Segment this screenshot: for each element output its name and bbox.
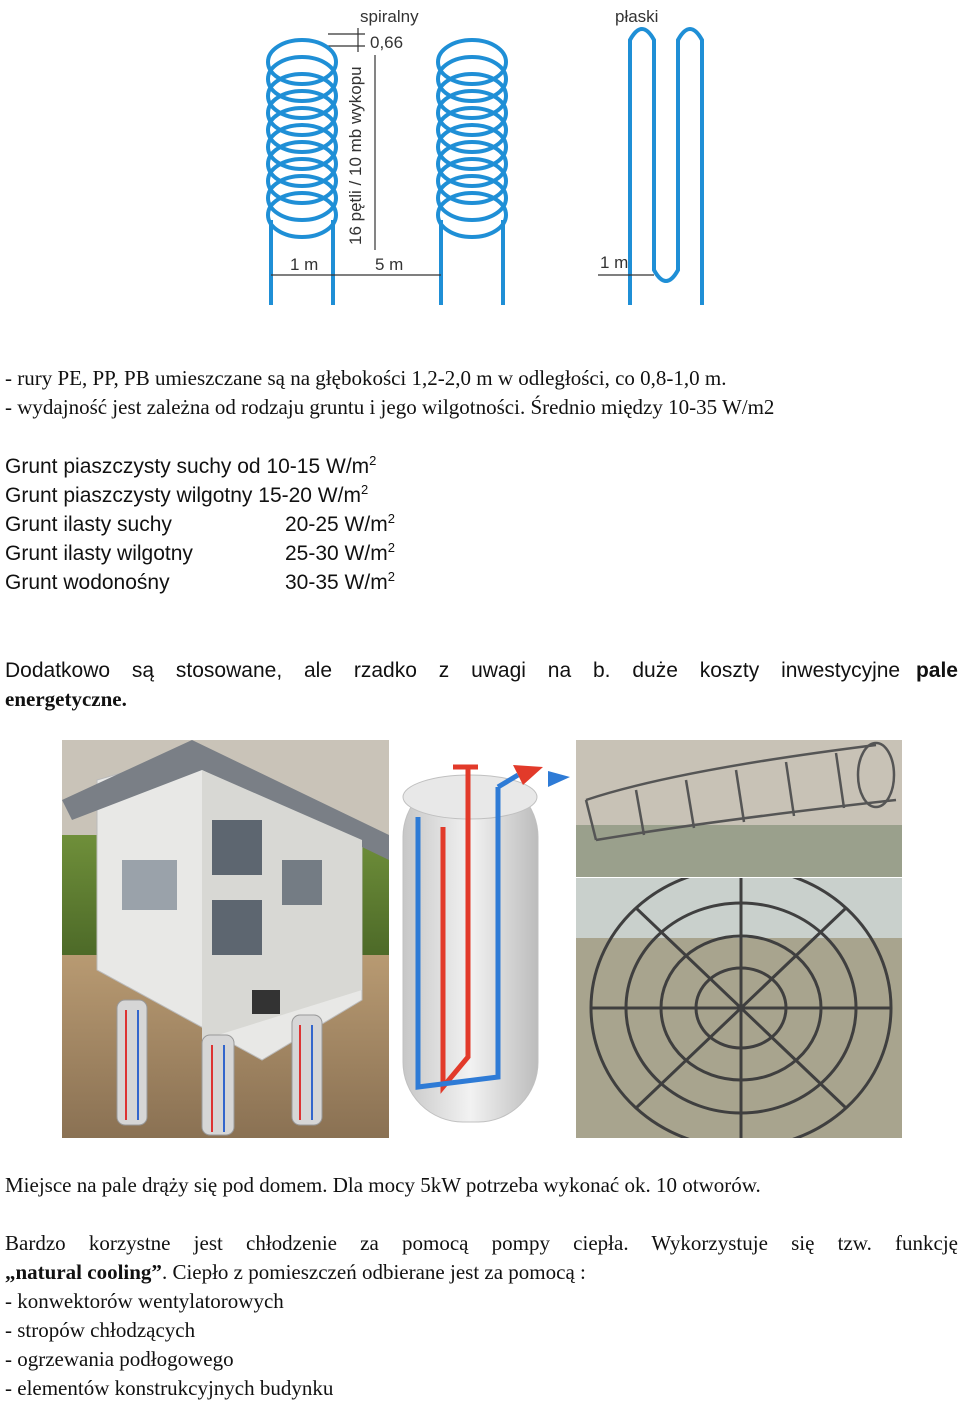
soil-label: Grunt piaszczysty suchy od xyxy=(5,455,261,478)
soil-row-1 xyxy=(5,452,376,481)
soil-label: Grunt piaszczysty wilgotny xyxy=(5,484,253,507)
width-middle-label: 5 m xyxy=(375,255,404,274)
cooling-item-3: - ogrzewania podłogowego xyxy=(5,1347,234,1371)
loop-count-label: 16 pętli / 10 mb wykopu xyxy=(346,66,365,245)
soil-row-5 xyxy=(5,568,395,597)
cooling-line-2: „natural cooling”. Ciepło z pomieszczeń odbierane jest za pomocą : xyxy=(5,1260,586,1284)
cooling-line-1: Bardzo korzystne jest chłodzenie za pomocą pompy ciepła. Wykorzystuje się tzw. funkcję xyxy=(5,1231,958,1255)
energy-pile-photo xyxy=(398,757,573,1140)
house-piles-photo xyxy=(62,740,389,1138)
cooling-item-2: - stropów chłodzących xyxy=(5,1318,196,1342)
rebar-cage-bottom-photo xyxy=(576,878,902,1138)
soil-row-4 xyxy=(5,539,395,568)
cooling-item-1: - konwektorów wentylatorowych xyxy=(5,1289,284,1313)
soil-label: Grunt ilasty wilgotny xyxy=(5,542,193,565)
flat-label: płaski xyxy=(615,7,659,26)
piles-line-1: Dodatkowo są stosowane, ale rzadko z uwagi na b. duże koszty inwestycyjne pale xyxy=(5,659,958,682)
spiral-coil-right xyxy=(438,40,506,305)
intro-line-2: - wydajność jest zależna od rodzaju gruntu i jego wilgotności. Średnio między 10-35 W/m2 xyxy=(5,395,775,419)
piles-line-2: energetyczne. xyxy=(5,687,127,711)
intro-line-1: - rury PE, PP, PB umieszczane są na głębokości 1,2-2,0 m w odległości, co 0,8-1,0 m. xyxy=(5,366,727,390)
soil-row-3 xyxy=(5,510,395,539)
rebar-cage-top-photo xyxy=(576,740,902,877)
soil-value: 20-25 $W/m^2$ xyxy=(285,511,395,536)
spacing-label: 0,66 xyxy=(370,33,404,52)
soil-value: 15-20 $W/m^2$ xyxy=(258,482,369,507)
collector-diagram xyxy=(240,0,720,310)
drilling-text: Miejsce na pale drąży się pod domem. Dla mocy 5kW potrzeba wykonać ok. 10 otworów. xyxy=(5,1173,761,1197)
soil-label: Grunt ilasty suchy xyxy=(5,513,172,536)
natural-cooling-term: „natural cooling” xyxy=(5,1260,162,1284)
flat-collector-pipe xyxy=(630,29,702,305)
soil-value: 25-30 $W/m^2$ xyxy=(285,540,395,565)
soil-value: 10-15 $W/m^2$ xyxy=(266,453,377,478)
width-right-label: 1 m xyxy=(600,253,629,272)
cooling-item-4: - elementów konstrukcyjnych budynku xyxy=(5,1376,334,1400)
soil-label: Grunt wodonośny xyxy=(5,571,170,594)
spiral-label: spiralny xyxy=(360,7,419,26)
soil-value: 30-35 $W/m^2$ xyxy=(285,569,395,594)
piles-bold-word: pale xyxy=(915,659,958,682)
width-left-label: 1 m xyxy=(290,255,319,274)
soil-row-2 xyxy=(5,481,368,510)
